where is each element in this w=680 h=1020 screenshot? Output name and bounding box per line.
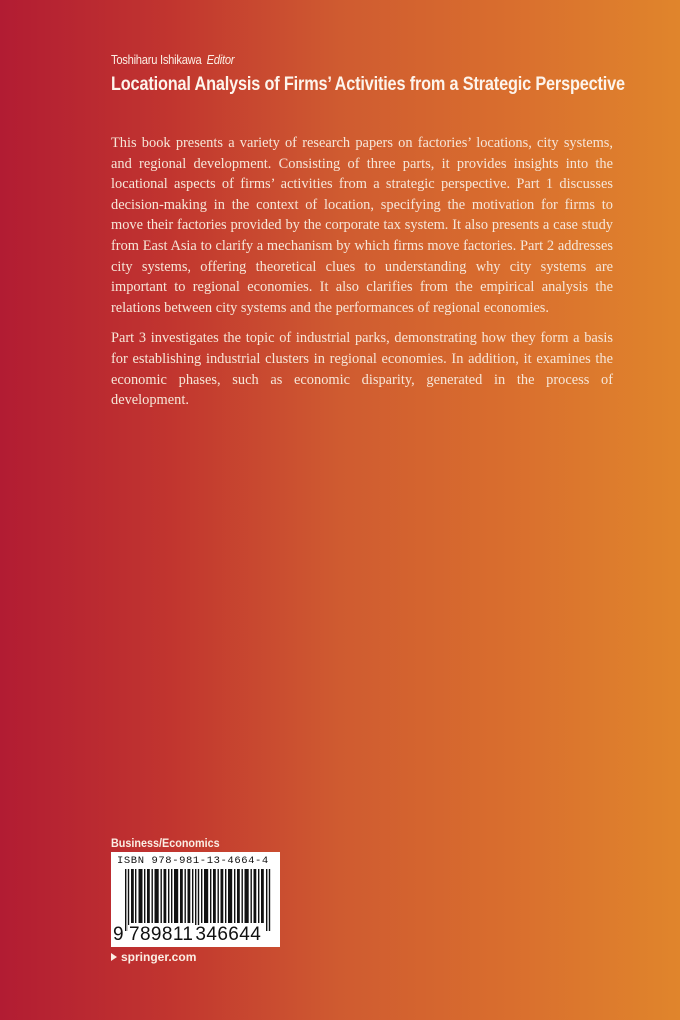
publisher-link[interactable] xyxy=(111,950,196,964)
author-role: Editor xyxy=(206,52,235,67)
publisher-link-label: springer.com xyxy=(121,950,197,964)
author-line xyxy=(111,52,234,67)
description-paragraph-1: This book presents a variety of research papers on factories’ locations, city systems, and regional development. Consisting of three parts, it provides insights into the locational aspects of firms’ activities from a strategic perspective. Part 1 discusses decision-making in the context of location, specifying the motivation for firms to move their factories provided by the corporate tax system. It also presents a case study from East Asia to clarify a mechanism by which firms move factories. Part 2 addresses city systems, offering theoretical clues to understanding why city systems are important to regional economies. It also clarifies from the empirical analysis the relations between city systems and the performances of regional economies. xyxy=(111,135,613,316)
isbn-barcode xyxy=(111,852,280,947)
barcode-bars-icon xyxy=(125,869,275,931)
book-title: Locational Analysis of Firms’ Activities from a Strategic Perspective xyxy=(111,73,625,95)
barcode-right-group: 346644 xyxy=(195,924,262,945)
description-paragraph-2: Part 3 investigates the topic of industrial parks, demonstrating how they form a basis for establishing industrial clusters in regional economies. In addition, it examines the economic phases, such as economic disparity, generated in the process of development. xyxy=(111,330,613,409)
triangle-right-icon xyxy=(111,953,117,961)
barcode-left-group: 789811 xyxy=(129,924,194,945)
book-description xyxy=(111,133,613,421)
barcode-digits xyxy=(113,925,262,945)
isbn-label: ISBN 978-981-13-4664-4 xyxy=(117,855,269,867)
author-name: Toshiharu Ishikawa xyxy=(111,52,202,67)
barcode-lead-digit: 9 xyxy=(113,924,124,945)
subject-category: Business/Economics xyxy=(111,836,220,850)
